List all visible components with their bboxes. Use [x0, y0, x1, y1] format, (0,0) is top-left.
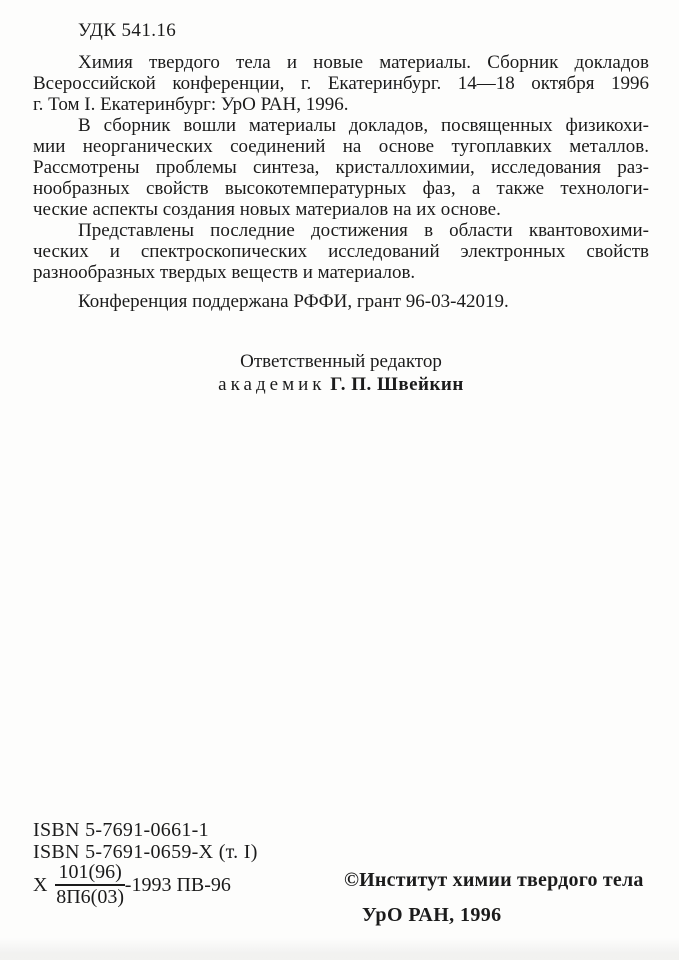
text-line: мии неорганических соединений на основе тугоплавких металлов. — [33, 136, 649, 157]
paragraph-abstract-1 — [33, 115, 649, 220]
text-line: ческих и спектроскопических исследований электронных свойств — [33, 241, 649, 262]
text-line: разнообразных твердых веществ и материалов. — [33, 262, 416, 283]
editor-name: Г. П. Швейкин — [330, 374, 464, 395]
text-line: Всероссийской конференции, г. Екатеринбург. 14—18 октября 1996 — [33, 73, 649, 94]
editor-role: академик — [218, 374, 326, 395]
editor-title: Ответственный редактор — [240, 351, 442, 372]
copyright-holder: ©Институт химии твердого тела — [344, 869, 644, 891]
text-line: Конференция поддержана РФФИ, грант 96-03-42019. — [78, 291, 509, 312]
library-classification-code — [33, 862, 231, 908]
paragraph-abstract-2 — [33, 220, 649, 283]
text-line: г. Том I. Екатеринбург: УрО РАН, 1996. — [33, 94, 349, 115]
text-line: Представлены последние достижения в области квантовохими- — [78, 220, 649, 241]
text-line: нообразных свойств высокотемпературных фаз, а также технологи- — [33, 178, 649, 199]
text-line: Рассмотрены проблемы синтеза, кристаллохимии, исследования раз- — [33, 157, 649, 178]
class-code-numerator: 101(96) — [55, 862, 124, 886]
paragraph-grant-note — [33, 291, 649, 312]
text-line: ческие аспекты создания новых материалов на их основе. — [33, 199, 501, 220]
paragraph-title-record — [33, 52, 649, 115]
class-code-suffix: -1993 ПВ-96 — [124, 873, 231, 896]
editor-name-line — [33, 373, 649, 396]
isbn-volume-set: ISBN 5-7691-0659-X (т. I) — [33, 841, 258, 863]
udc-code: УДК 541.16 — [78, 20, 177, 41]
copyright-publisher-year: УрО РАН, 1996 — [362, 904, 502, 926]
editor-block — [33, 350, 649, 396]
bibliographic-block — [33, 20, 649, 312]
text-line: Химия твердого тела и новые материалы. Сборник докладов — [78, 52, 649, 73]
text-line: В сборник вошли материалы докладов, посвященных физикохи- — [78, 115, 649, 136]
isbn-volume-1: ISBN 5-7691-0661-1 — [33, 819, 209, 841]
class-code-fraction — [55, 862, 124, 908]
class-code-prefix: Х — [33, 873, 48, 896]
class-code-denominator: 8П6(03) — [56, 886, 124, 908]
